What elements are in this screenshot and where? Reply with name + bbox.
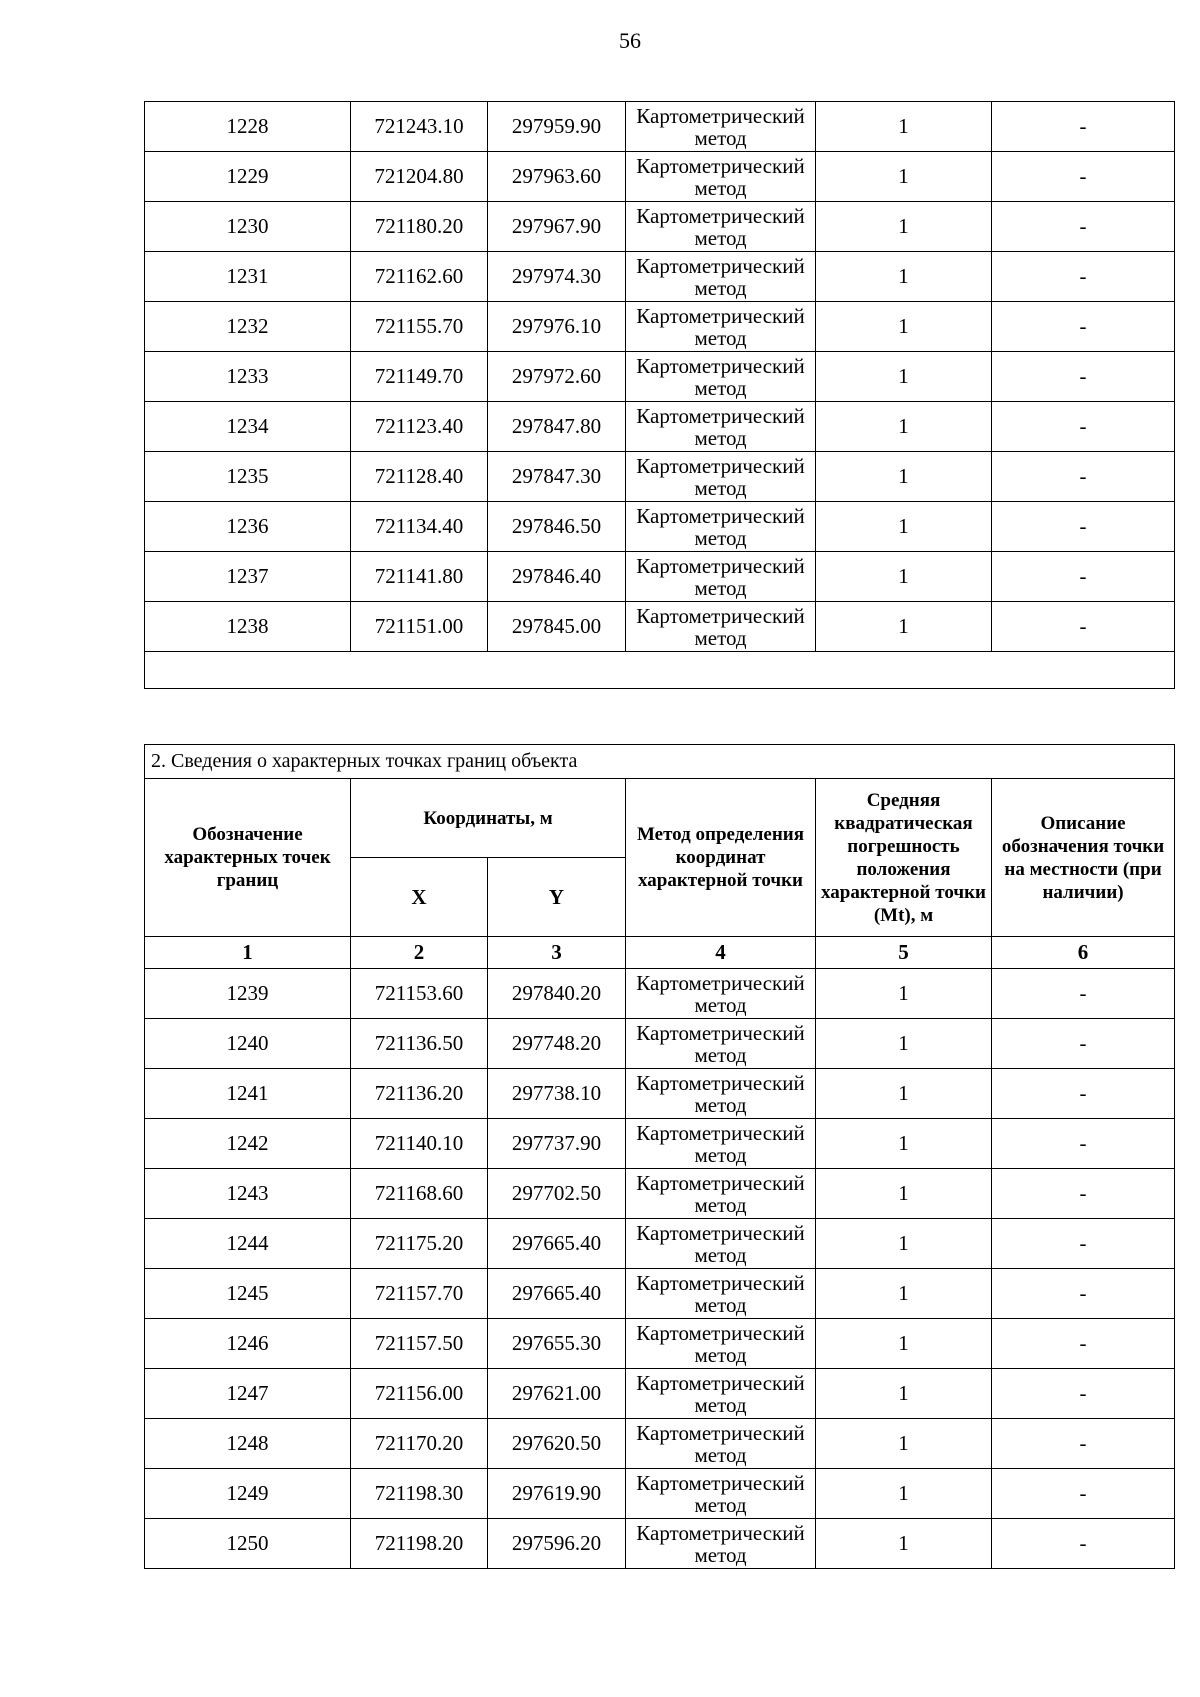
point-cell: 1232 [145, 302, 351, 352]
description-cell: - [992, 1019, 1175, 1069]
method-cell: Картометрический метод [626, 102, 816, 152]
table-row [145, 1369, 1175, 1419]
header-point: Обозначение характерных точек границ [145, 779, 351, 937]
point-cell: 1249 [145, 1469, 351, 1519]
table2-body [145, 969, 1175, 1569]
header-method: Метод определения координат характерной точки [626, 779, 816, 937]
table-row [145, 1069, 1175, 1119]
column-number-1: 1 [145, 937, 351, 969]
table-row [145, 1019, 1175, 1069]
y-cell: 297974.30 [488, 252, 626, 302]
description-cell: - [992, 1169, 1175, 1219]
x-cell: 721128.40 [351, 452, 488, 502]
description-cell: - [992, 1119, 1175, 1169]
mt-cell: 1 [816, 969, 992, 1019]
description-cell: - [992, 502, 1175, 552]
description-cell: - [992, 202, 1175, 252]
point-cell: 1237 [145, 552, 351, 602]
description-cell: - [992, 352, 1175, 402]
method-cell: Картометрический метод [626, 1519, 816, 1569]
y-cell: 297655.30 [488, 1319, 626, 1369]
mt-cell: 1 [816, 1019, 992, 1069]
method-cell: Картометрический метод [626, 402, 816, 452]
table-row [145, 352, 1175, 402]
mt-cell: 1 [816, 352, 992, 402]
x-cell: 721151.00 [351, 602, 488, 652]
description-cell: - [992, 1369, 1175, 1419]
table-row [145, 1419, 1175, 1469]
y-cell: 297619.90 [488, 1469, 626, 1519]
x-cell: 721198.20 [351, 1519, 488, 1569]
point-cell: 1235 [145, 452, 351, 502]
x-cell: 721162.60 [351, 252, 488, 302]
x-cell: 721157.50 [351, 1319, 488, 1369]
method-cell: Картометрический метод [626, 1219, 816, 1269]
mt-cell: 1 [816, 1169, 992, 1219]
method-cell: Картометрический метод [626, 352, 816, 402]
point-cell: 1234 [145, 402, 351, 452]
mt-cell: 1 [816, 152, 992, 202]
table1-body [145, 102, 1175, 689]
description-cell: - [992, 1519, 1175, 1569]
mt-cell: 1 [816, 1469, 992, 1519]
description-cell: - [992, 302, 1175, 352]
y-cell: 297972.60 [488, 352, 626, 402]
x-cell: 721243.10 [351, 102, 488, 152]
coordinates-table-continued [144, 101, 1175, 689]
mt-cell: 1 [816, 1319, 992, 1369]
description-cell: - [992, 402, 1175, 452]
mt-cell: 1 [816, 602, 992, 652]
header-mt: Средняя квадратическая погрешность положения характерной точки (Mt), м [816, 779, 992, 937]
mt-cell: 1 [816, 1419, 992, 1469]
point-cell: 1230 [145, 202, 351, 252]
x-cell: 721141.80 [351, 552, 488, 602]
x-cell: 721168.60 [351, 1169, 488, 1219]
method-cell: Картометрический метод [626, 1319, 816, 1369]
y-cell: 297959.90 [488, 102, 626, 152]
method-cell: Картометрический метод [626, 1069, 816, 1119]
method-cell: Картометрический метод [626, 1369, 816, 1419]
description-cell: - [992, 452, 1175, 502]
table-row [145, 969, 1175, 1019]
description-cell: - [992, 152, 1175, 202]
x-cell: 721204.80 [351, 152, 488, 202]
y-cell: 297967.90 [488, 202, 626, 252]
y-cell: 297963.60 [488, 152, 626, 202]
column-number-6: 6 [992, 937, 1175, 969]
point-cell: 1240 [145, 1019, 351, 1069]
description-cell: - [992, 252, 1175, 302]
description-cell: - [992, 1419, 1175, 1469]
y-cell: 297846.50 [488, 502, 626, 552]
x-cell: 721149.70 [351, 352, 488, 402]
table-row [145, 102, 1175, 152]
x-cell: 721123.40 [351, 402, 488, 452]
method-cell: Картометрический метод [626, 1169, 816, 1219]
point-cell: 1245 [145, 1269, 351, 1319]
table-row [145, 502, 1175, 552]
mt-cell: 1 [816, 202, 992, 252]
y-cell: 297748.20 [488, 1019, 626, 1069]
point-cell: 1239 [145, 969, 351, 1019]
mt-cell: 1 [816, 252, 992, 302]
y-cell: 297847.30 [488, 452, 626, 502]
mt-cell: 1 [816, 1269, 992, 1319]
table-row [145, 602, 1175, 652]
y-cell: 297846.40 [488, 552, 626, 602]
column-number-4: 4 [626, 937, 816, 969]
mt-cell: 1 [816, 1519, 992, 1569]
table-row [145, 302, 1175, 352]
description-cell: - [992, 969, 1175, 1019]
table-row [145, 1219, 1175, 1269]
x-cell: 721198.30 [351, 1469, 488, 1519]
method-cell: Картометрический метод [626, 452, 816, 502]
x-cell: 721155.70 [351, 302, 488, 352]
description-cell: - [992, 1319, 1175, 1369]
method-cell: Картометрический метод [626, 202, 816, 252]
point-cell: 1244 [145, 1219, 351, 1269]
table-row [145, 552, 1175, 602]
x-cell: 721136.20 [351, 1069, 488, 1119]
point-cell: 1243 [145, 1169, 351, 1219]
mt-cell: 1 [816, 1219, 992, 1269]
header-x: X [351, 858, 488, 937]
header-description: Описание обозначения точки на местности (при наличии) [992, 779, 1175, 937]
table-row [145, 1119, 1175, 1169]
method-cell: Картометрический метод [626, 969, 816, 1019]
page-number: 56 [619, 28, 641, 53]
column-number-3: 3 [488, 937, 626, 969]
x-cell: 721157.70 [351, 1269, 488, 1319]
description-cell: - [992, 602, 1175, 652]
description-cell: - [992, 1269, 1175, 1319]
method-cell: Картометрический метод [626, 1419, 816, 1469]
point-cell: 1231 [145, 252, 351, 302]
y-cell: 297702.50 [488, 1169, 626, 1219]
method-cell: Картометрический метод [626, 552, 816, 602]
table-row [145, 402, 1175, 452]
y-cell: 297620.50 [488, 1419, 626, 1469]
mt-cell: 1 [816, 402, 992, 452]
y-cell: 297621.00 [488, 1369, 626, 1419]
mt-cell: 1 [816, 1119, 992, 1169]
method-cell: Картометрический метод [626, 1119, 816, 1169]
point-cell: 1236 [145, 502, 351, 552]
point-cell: 1233 [145, 352, 351, 402]
y-cell: 297665.40 [488, 1269, 626, 1319]
x-cell: 721136.50 [351, 1019, 488, 1069]
method-cell: Картометрический метод [626, 1269, 816, 1319]
y-cell: 297840.20 [488, 969, 626, 1019]
mt-cell: 1 [816, 102, 992, 152]
table-row [145, 152, 1175, 202]
section-title: 2. Сведения о характерных точках границ объекта [145, 745, 1175, 779]
x-cell: 721153.60 [351, 969, 488, 1019]
y-cell: 297976.10 [488, 302, 626, 352]
characteristic-points-table [144, 744, 1175, 1569]
description-cell: - [992, 102, 1175, 152]
description-cell: - [992, 1219, 1175, 1269]
method-cell: Картометрический метод [626, 302, 816, 352]
x-cell: 721156.00 [351, 1369, 488, 1419]
header-y: Y [488, 858, 626, 937]
x-cell: 721180.20 [351, 202, 488, 252]
description-cell: - [992, 1469, 1175, 1519]
mt-cell: 1 [816, 502, 992, 552]
y-cell: 297845.00 [488, 602, 626, 652]
point-cell: 1246 [145, 1319, 351, 1369]
point-cell: 1241 [145, 1069, 351, 1119]
y-cell: 297737.90 [488, 1119, 626, 1169]
table-row [145, 1319, 1175, 1369]
mt-cell: 1 [816, 1069, 992, 1119]
y-cell: 297596.20 [488, 1519, 626, 1569]
method-cell: Картометрический метод [626, 152, 816, 202]
empty-row [145, 652, 1175, 689]
table-row [145, 452, 1175, 502]
point-cell: 1228 [145, 102, 351, 152]
x-cell: 721170.20 [351, 1419, 488, 1469]
point-cell: 1248 [145, 1419, 351, 1469]
table-row [145, 1519, 1175, 1569]
y-cell: 297738.10 [488, 1069, 626, 1119]
column-number-5: 5 [816, 937, 992, 969]
method-cell: Картометрический метод [626, 602, 816, 652]
x-cell: 721134.40 [351, 502, 488, 552]
empty-cell [145, 652, 1175, 689]
table-row [145, 1469, 1175, 1519]
point-cell: 1250 [145, 1519, 351, 1569]
point-cell: 1247 [145, 1369, 351, 1419]
y-cell: 297847.80 [488, 402, 626, 452]
table-row [145, 1269, 1175, 1319]
table-row [145, 252, 1175, 302]
point-cell: 1242 [145, 1119, 351, 1169]
point-cell: 1229 [145, 152, 351, 202]
x-cell: 721140.10 [351, 1119, 488, 1169]
table2-header [145, 745, 1175, 969]
mt-cell: 1 [816, 452, 992, 502]
mt-cell: 1 [816, 1369, 992, 1419]
description-cell: - [992, 552, 1175, 602]
point-cell: 1238 [145, 602, 351, 652]
method-cell: Картометрический метод [626, 1019, 816, 1069]
mt-cell: 1 [816, 552, 992, 602]
method-cell: Картометрический метод [626, 1469, 816, 1519]
method-cell: Картометрический метод [626, 502, 816, 552]
header-coordinates: Координаты, м [351, 779, 626, 858]
y-cell: 297665.40 [488, 1219, 626, 1269]
column-number-2: 2 [351, 937, 488, 969]
method-cell: Картометрический метод [626, 252, 816, 302]
x-cell: 721175.20 [351, 1219, 488, 1269]
mt-cell: 1 [816, 302, 992, 352]
description-cell: - [992, 1069, 1175, 1119]
table-row [145, 202, 1175, 252]
table-row [145, 1169, 1175, 1219]
